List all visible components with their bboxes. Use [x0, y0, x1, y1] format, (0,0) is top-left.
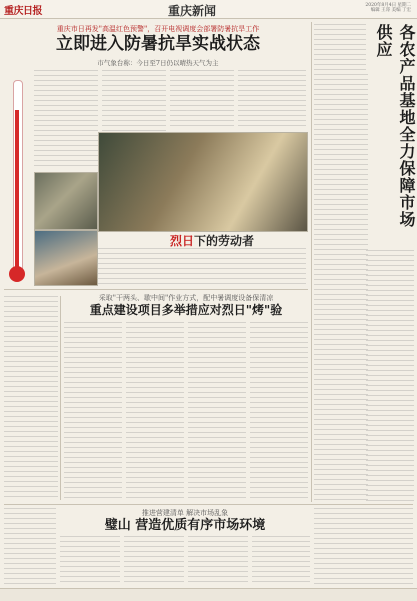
lead-column-3	[170, 70, 234, 130]
page-line: 编辑 王哥 美编 丁宏	[370, 8, 411, 13]
bottom-right-column	[314, 508, 413, 586]
right-lead-text	[314, 24, 366, 70]
header-meta	[365, 3, 411, 13]
right-column-2	[366, 250, 414, 502]
middle-kicker: 采取"干两头、歇中间"作业方式，配中暑调度设备保清凉	[98, 294, 274, 302]
lead-column-4	[238, 70, 306, 130]
bottom-left-column	[4, 508, 56, 586]
bottom-column-4	[252, 536, 310, 586]
photo-worker-welding	[34, 172, 98, 230]
lead-subhead: 市气象台称：今日至7日仍以晴热天气为主	[97, 59, 219, 67]
bottom-headline: 璧山 营造优质有序市场环境	[104, 518, 266, 533]
right-headline: 各农产品基地全力保障市场供应	[374, 24, 416, 228]
divider	[4, 289, 308, 290]
newspaper-logo: 重庆日报	[4, 6, 42, 17]
column-divider	[60, 296, 61, 500]
page-footer	[0, 588, 417, 601]
date-line: 2020年8月4日 星期二	[365, 3, 411, 8]
column-divider	[311, 22, 312, 502]
masthead	[0, 0, 417, 19]
divider	[4, 504, 413, 505]
photo-caption	[98, 248, 306, 286]
photo-title-rest: 下的劳动者	[194, 234, 255, 248]
middle-column-2	[126, 322, 184, 502]
bottom-column-3	[188, 536, 248, 586]
lead-column-1	[34, 70, 98, 170]
middle-column-1	[64, 322, 122, 502]
bottom-column-1	[60, 536, 120, 586]
right-column-1	[314, 74, 368, 502]
middle-column-3	[188, 322, 246, 502]
bottom-column-2	[124, 536, 184, 586]
lead-headline: 立即进入防暑抗旱实战状态	[56, 34, 260, 54]
photo-title: 烈日下的劳动者	[170, 234, 255, 248]
bottom-kicker: 推进营建清单 解决市场乱象	[141, 509, 229, 517]
section-title: 重庆新闻	[168, 4, 217, 18]
photo-worker-rebar	[34, 230, 98, 286]
left-column-story	[4, 296, 58, 500]
thermometer-graphic	[4, 70, 30, 290]
lead-kicker: 重庆市日再发"高温红色预警"，召开电视调度会部署防暑抗旱工作	[56, 25, 260, 33]
middle-headline: 重点建设项目多举措应对烈日"烤"验	[89, 303, 283, 317]
photo-road-workers	[98, 132, 308, 232]
middle-column-4	[250, 322, 308, 502]
